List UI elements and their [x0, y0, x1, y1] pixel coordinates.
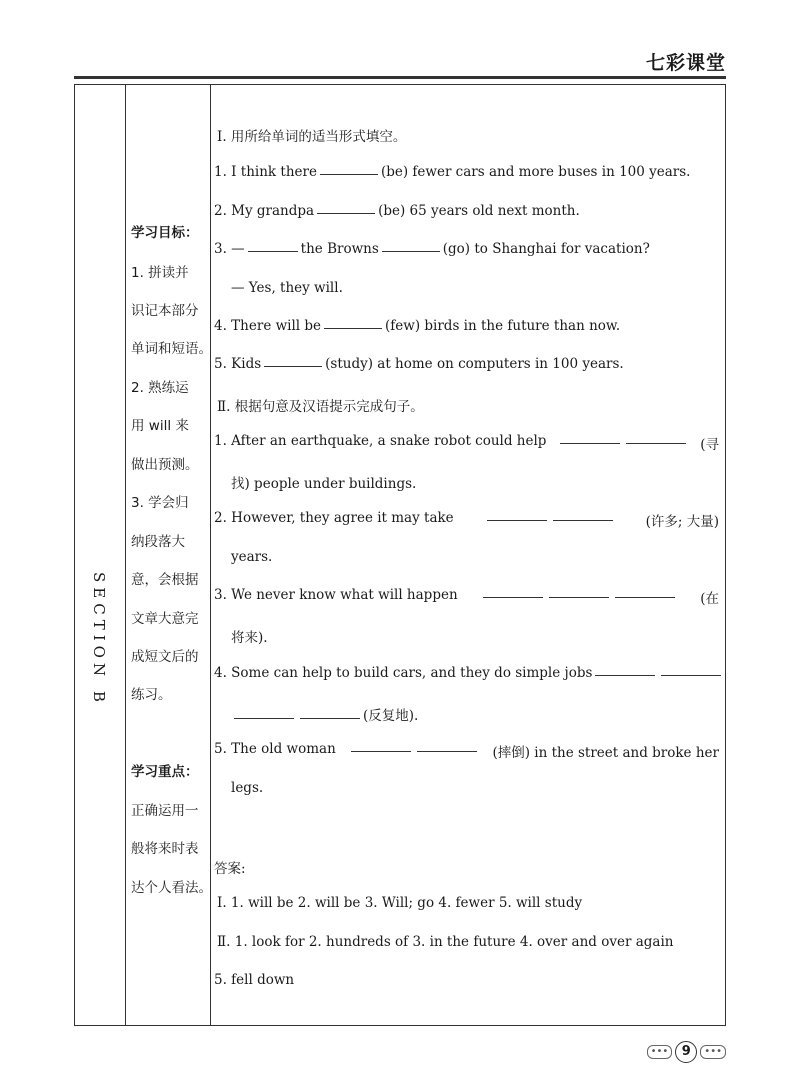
answer-blank[interactable]: [234, 717, 294, 719]
dots-right-icon: •••: [700, 1045, 726, 1059]
answer-blank[interactable]: [661, 674, 721, 676]
answer-blank[interactable]: [553, 519, 613, 521]
focus-line: 般将来时表: [131, 841, 199, 857]
goals-line: 1. 拼读并: [131, 265, 189, 281]
answers-part2-continued: 5. fell down: [214, 972, 295, 988]
goals-line: 练习。: [131, 687, 172, 703]
exercise-item: 3. We never know what will happen (在: [214, 587, 719, 607]
goals-line: 2. 熟练运: [131, 380, 189, 396]
exercise-continuation: legs.: [231, 780, 264, 796]
goals-line: 文章大意完: [131, 611, 199, 627]
goals-line: 3. 学会归: [131, 495, 189, 511]
page-number: 9: [675, 1041, 697, 1063]
header-rule: [74, 76, 726, 79]
section-label: SECTION B: [90, 572, 108, 707]
exercise-item: 5. The old woman (摔倒) in the street and broke her: [214, 741, 719, 761]
brand-logo: 七彩课堂: [645, 52, 726, 74]
exercise-item: 4. Some can help to build cars, and they do simple jobs: [214, 665, 719, 681]
answer-blank[interactable]: [549, 596, 609, 598]
answer-blank[interactable]: [487, 519, 547, 521]
exercise-continuation: years.: [231, 549, 273, 565]
answer-blank[interactable]: [324, 327, 382, 329]
goals-line: 识记本部分: [131, 303, 199, 319]
exercise-item: 2. My grandpa (be) 65 years old next month.: [214, 203, 580, 219]
answer-blank[interactable]: [320, 173, 378, 175]
answer-blank[interactable]: [417, 750, 477, 752]
answer-blank[interactable]: [248, 250, 298, 252]
part1-heading: Ⅰ. 用所给单词的适当形式填空。: [217, 129, 407, 145]
exercise-column: [211, 85, 725, 1025]
exercise-item: 1. After an earthquake, a snake robot could help (寻: [214, 433, 719, 453]
answer-blank[interactable]: [626, 442, 686, 444]
answer-blank[interactable]: [595, 674, 655, 676]
goals-title: 学习目标：: [131, 225, 199, 241]
answer-blank[interactable]: [300, 717, 360, 719]
answer-blank[interactable]: [317, 212, 375, 214]
exercise-item: 2. However, they agree it may take (许多; 大量): [214, 510, 719, 530]
answers-title: 答案:: [214, 861, 246, 877]
goals-line: 做出预测。: [131, 457, 199, 473]
answer-blank[interactable]: [264, 365, 322, 367]
exercise-continuation: 找) people under buildings.: [231, 476, 417, 492]
exercise-item: (反复地).: [231, 704, 719, 724]
exercise-item: 3. — the Browns (go) to Shanghai for vacation?: [214, 241, 650, 257]
focus-title: 学习重点：: [131, 764, 199, 780]
focus-line: 达个人看法。: [131, 880, 212, 896]
answer-blank[interactable]: [560, 442, 620, 444]
answer-blank[interactable]: [382, 250, 440, 252]
dots-left-icon: •••: [647, 1045, 673, 1059]
goals-line: 意，会根据: [131, 572, 199, 588]
exercise-continuation: 将来).: [231, 630, 268, 646]
answer-blank[interactable]: [615, 596, 675, 598]
goals-line: 用 will 来: [131, 418, 189, 434]
exercise-item: 1. I think there (be) fewer cars and more buses in 100 years.: [214, 164, 691, 180]
section-column: [75, 85, 126, 1025]
part2-heading: Ⅱ. 根据句意及汉语提示完成句子。: [217, 399, 424, 415]
exercise-item: 4. There will be (few) birds in the future than now.: [214, 318, 621, 334]
focus-line: 正确运用一: [131, 803, 199, 819]
answer-blank[interactable]: [351, 750, 411, 752]
answers-part1: Ⅰ. 1. will be 2. will be 3. Will; go 4. fewer 5. will study: [217, 895, 583, 911]
answer-blank[interactable]: [483, 596, 543, 598]
goals-line: 成短文后的: [131, 649, 199, 665]
exercise-item: 5. Kids (study) at home on computers in 100 years.: [214, 356, 624, 372]
goals-column: [126, 85, 211, 1025]
goals-line: 单词和短语。: [131, 341, 212, 357]
exercise-reply: — Yes, they will.: [231, 280, 343, 296]
worksheet-frame: [74, 84, 726, 1026]
goals-line: 纳段落大: [131, 534, 185, 550]
page-number-badge: [647, 1041, 726, 1063]
answers-part2: Ⅱ. 1. look for 2. hundreds of 3. in the future 4. over and over again: [217, 934, 674, 950]
